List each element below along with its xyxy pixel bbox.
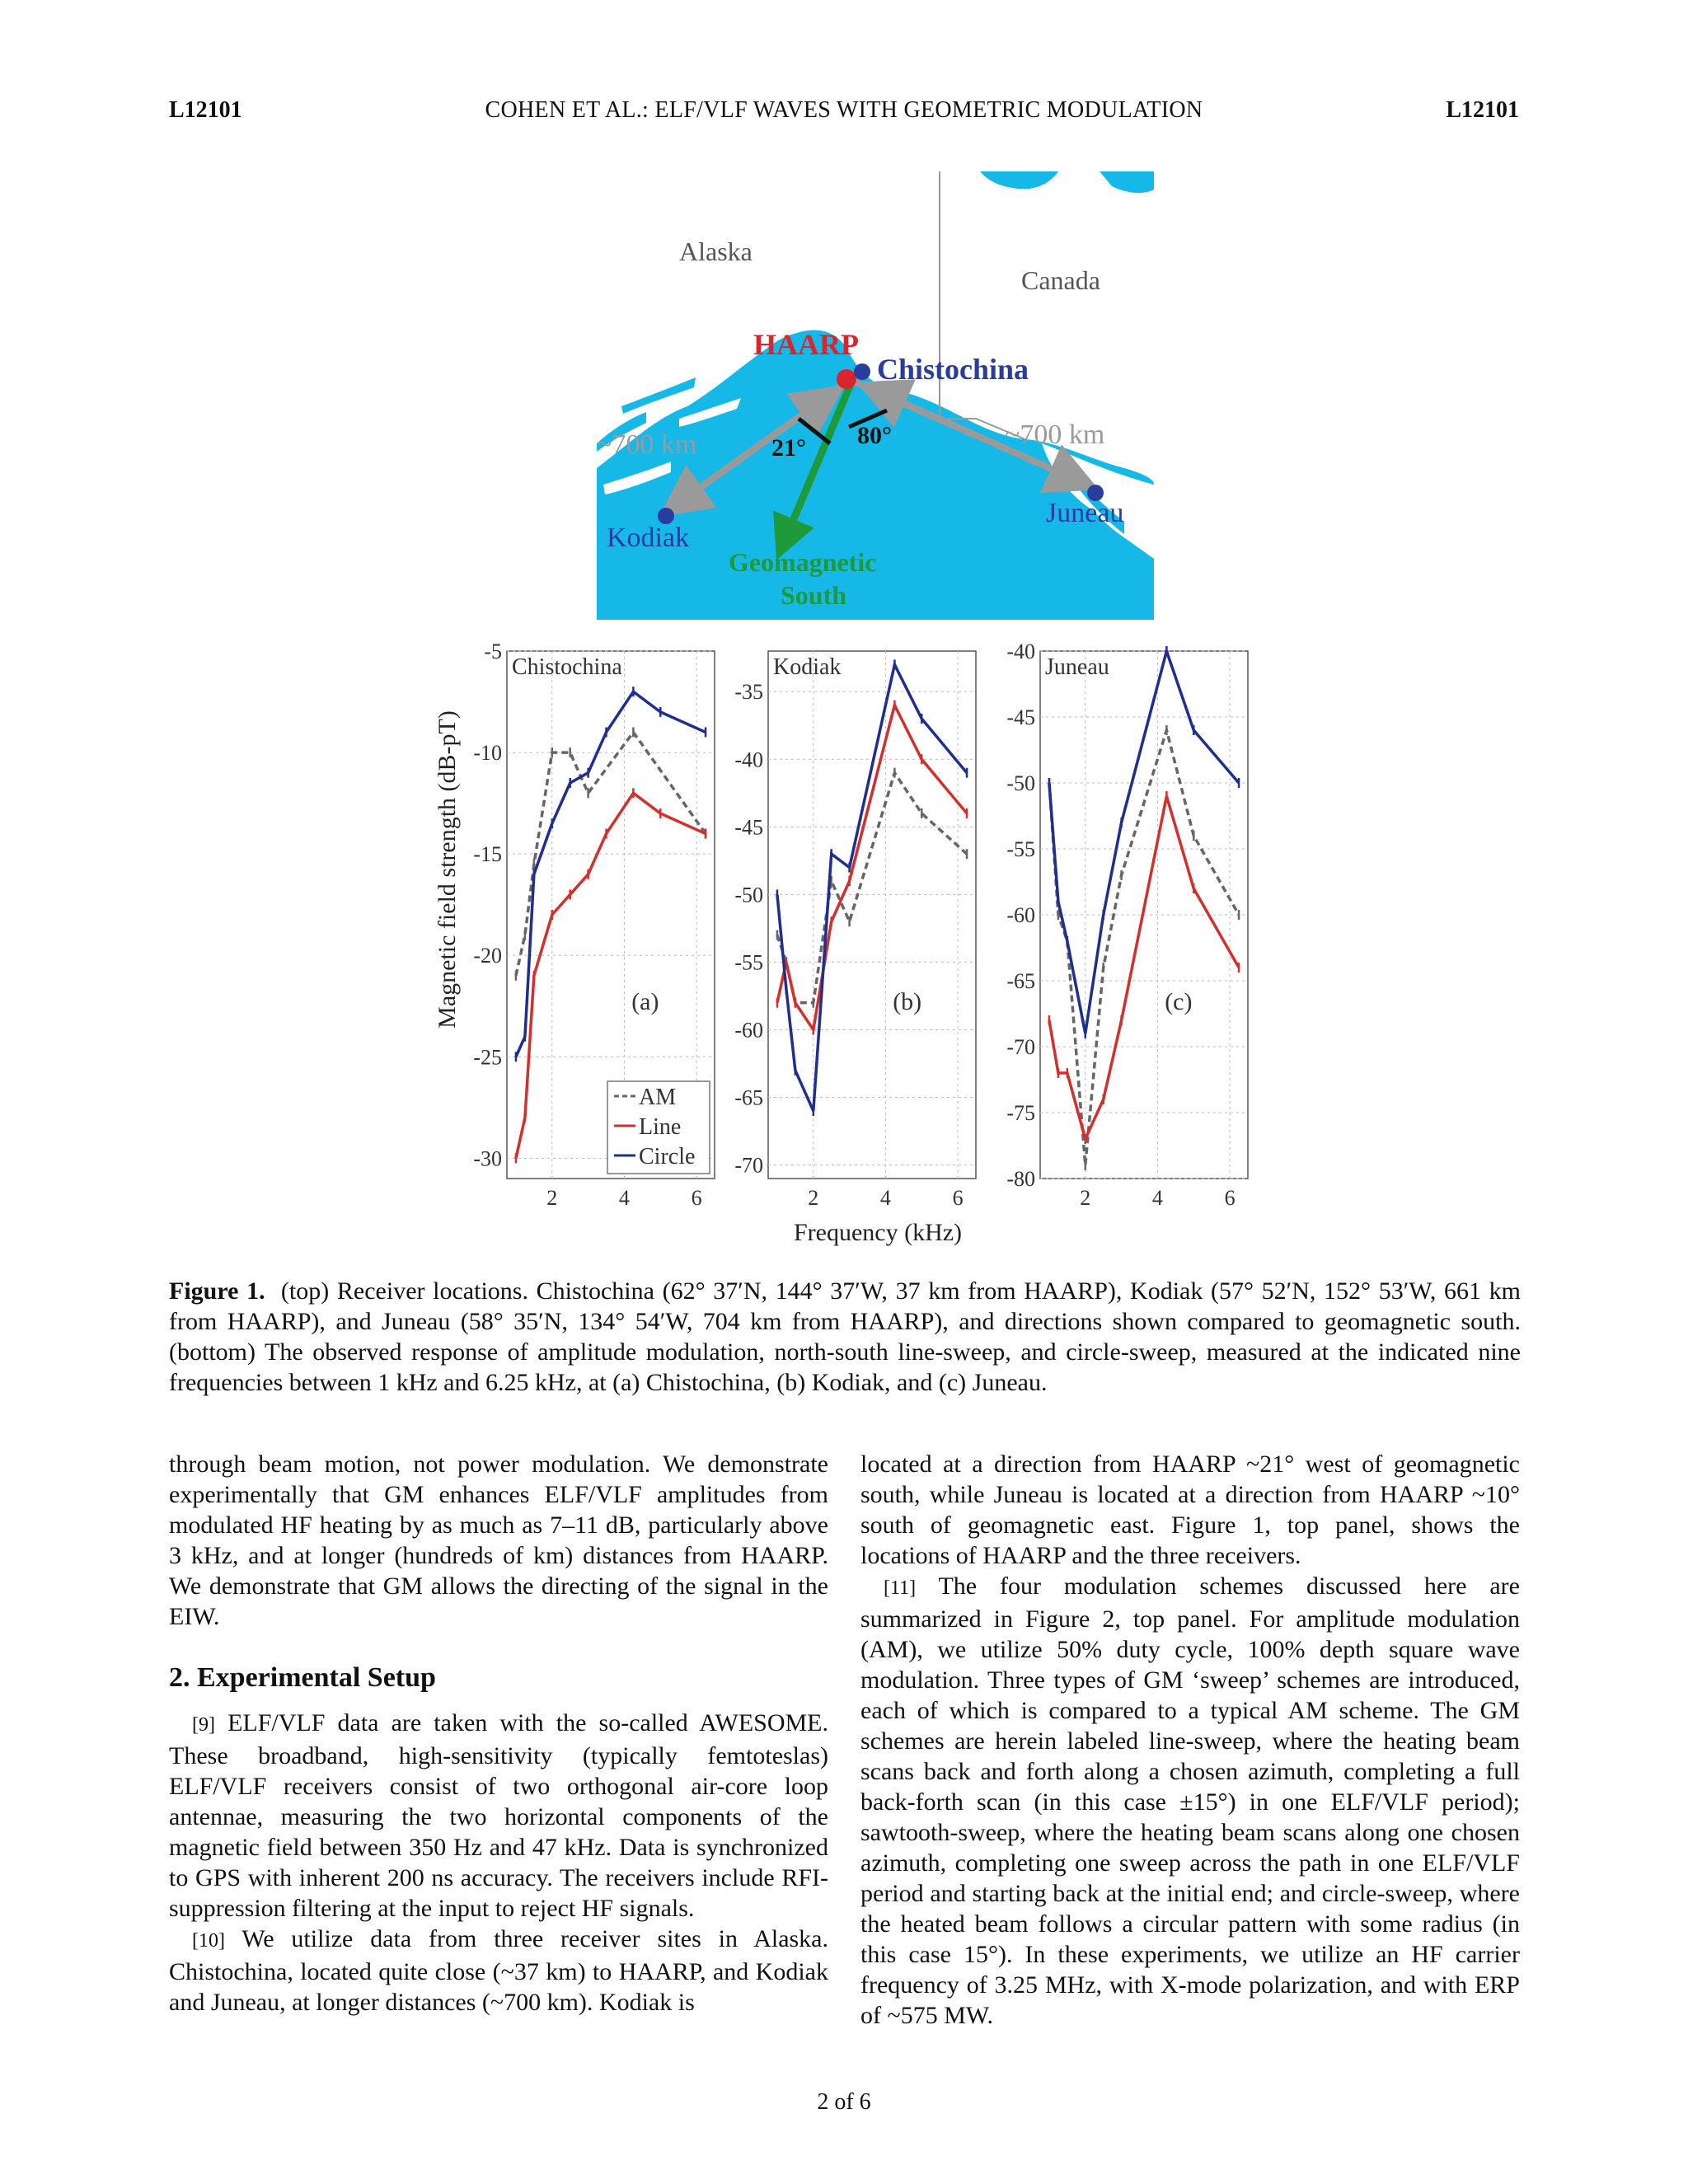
kodiak-label: Kodiak (607, 523, 690, 553)
y-tick-label: -75 (1006, 1101, 1035, 1125)
x-tick-label: 2 (1080, 1186, 1091, 1210)
y-tick-label: -40 (1006, 640, 1035, 663)
chart-panel-1 (473, 640, 715, 1210)
y-tick-label: -70 (734, 1153, 763, 1178)
legend-label: AM (639, 1085, 677, 1110)
x-tick-label: 6 (691, 1186, 702, 1210)
paragraph-9 (169, 1708, 828, 1924)
figure-caption (169, 1276, 1521, 1398)
kodiak-distance-label: ~700 km (597, 429, 697, 460)
y-tick-label: -55 (734, 950, 763, 975)
legend-label: Line (639, 1114, 682, 1140)
paragraph: through beam motion, not power modulation. We demonstrate experimentally that GM enhances ELF/VLF amplitudes from modulated HF heating by as much as 7–11 dB, particularly above 3 kHz, and at longer (hundreds of km) distances from HAARP. We demonstrate that GM allows the directing of the signal in the EIW. (169, 1451, 828, 1630)
paragraph-text: The four modulation schemes discussed here are summarized in Figure 2, top panel. For amplitude modulation (AM), we utilize 50% duty cycle, 100% depth square wave modulation. Three types of GM ‘sweep’ schemes are introduced, each of which is compared to a typical AM scheme. The GM schemes are herein labeled line-sweep, where the heating beam scans back and forth along a chosen azimuth, completing a full back-forth scan (in this case ±15°) in one ELF/VLF period); sawtooth-sweep, where the heating beam scans along one chosen azimuth, completing one sweep across the path in one ELF/VLF period and starting back at the initial end; and circle-sweep, where the heated beam follows a circular pattern with some radius (in this case 15°). In these experiments, we utilize an HF carrier frequency of 3.25 MHz, with X-mode polarization, and with ERP of ~575 MW. (860, 1572, 1520, 2029)
y-tick-label: -55 (1006, 837, 1035, 861)
paragraph-text: We utilize data from three receiver sites in Alaska. Chistochina, located quite close (~37 km) to HAARP, and Kodiak and Juneau, at longer distances (~700 km). Kodiak is (169, 1925, 828, 2016)
paragraph-number: [10] (192, 1930, 225, 1952)
kodiak-marker (658, 508, 674, 524)
y-tick-label: -15 (473, 842, 502, 867)
angle-label-21: 21° (771, 434, 806, 462)
y-tick-label: -70 (1006, 1035, 1035, 1059)
juneau-distance-label: ~700 km (1005, 419, 1105, 450)
y-tick-label: -25 (473, 1045, 502, 1070)
haarp-marker (837, 369, 856, 389)
y-tick-label: -50 (734, 883, 763, 907)
y-tick-label: -60 (734, 1018, 763, 1043)
figure-1-charts (412, 635, 1278, 1253)
y-tick-label: -35 (734, 680, 763, 705)
y-tick-label: -45 (1006, 705, 1035, 729)
juneau-label: Juneau (1046, 498, 1124, 528)
chistochina-label: Chistochina (877, 353, 1029, 386)
region-label-canada: Canada (1021, 265, 1100, 295)
y-tick-label: -80 (1006, 1167, 1035, 1191)
paragraph-number: [9] (192, 1714, 215, 1736)
running-header-left: L12101 (169, 97, 242, 123)
chart-panel-2 (734, 651, 976, 1210)
y-tick-label: -65 (1006, 969, 1035, 993)
y-tick-label: -40 (734, 748, 763, 772)
panel-label: (a) (631, 988, 659, 1016)
y-tick-label: -60 (1006, 903, 1035, 927)
paragraph-number: [11] (884, 1577, 917, 1599)
geomagnetic-label-1: Geomagnetic (729, 547, 877, 577)
paragraph-10 (169, 1924, 828, 2018)
plot-frame (768, 651, 976, 1179)
legend-label: Circle (639, 1144, 696, 1169)
x-tick-label: 2 (546, 1186, 558, 1210)
section-heading: 2. Experimental Setup (169, 1662, 436, 1693)
caption-text: (top) Receiver locations. Chistochina (62° 37′N, 144° 37′W, 37 km from HAARP), Kodiak (57° 52′N, 152° 53′W, 661 km from HAARP), and Juneau (58° 35′N, 134° 54′W, 704 km from HAARP), and directions shown compared to geomagnetic south. (bottom) The observed response of amplitude modulation, north-south line-sweep, and circle-sweep, measured at the indicated nine frequencies between 1 kHz and 6.25 kHz, at (a) Chistochina, (b) Kodiak, and (c) Juneau. (169, 1277, 1521, 1396)
page-number: 2 of 6 (817, 2089, 871, 2115)
paragraph-11 (860, 1571, 1520, 2031)
y-tick-label: -50 (1006, 771, 1035, 795)
y-tick-label: -20 (473, 944, 502, 968)
y-tick-label: -45 (734, 815, 763, 840)
x-tick-label: 4 (879, 1186, 891, 1210)
caption-label: Figure 1. (169, 1277, 265, 1305)
angle-label-80: 80° (857, 422, 892, 449)
panel-title: Juneau (1045, 654, 1109, 680)
panel-label: (c) (1165, 988, 1193, 1016)
y-tick-label: -30 (473, 1146, 502, 1171)
panel-label: (b) (893, 988, 922, 1016)
geomagnetic-label-2: South (781, 580, 847, 610)
y-tick-label: -5 (484, 640, 502, 663)
left-column (169, 1449, 828, 2018)
y-tick-label: -10 (473, 741, 502, 766)
x-axis-label: Frequency (kHz) (793, 1219, 963, 1246)
haarp-label: HAARP (753, 328, 859, 361)
panel-title: Kodiak (773, 654, 842, 680)
x-tick-label: 4 (618, 1186, 630, 1210)
x-tick-label: 6 (952, 1186, 964, 1210)
chistochina-marker (854, 363, 870, 380)
paragraph: located at a direction from HAARP ~21° west of geomagnetic south, while Juneau is located at a direction from HAARP ~10° south of geomagnetic east. Figure 1, top panel, shows the locations of HAARP and the three receivers. (860, 1451, 1520, 1569)
chart-panel-3 (1006, 640, 1248, 1210)
running-header-right: L12101 (1446, 97, 1519, 123)
x-tick-label: 6 (1224, 1186, 1236, 1210)
receiver-location-map (597, 171, 1154, 620)
panel-title: Chistochina (512, 654, 622, 680)
right-column (860, 1449, 1520, 2031)
running-header-title: COHEN ET AL.: ELF/VLF WAVES WITH GEOMETRIC MODULATION (485, 97, 1203, 123)
region-label-alaska: Alaska (679, 237, 753, 266)
paragraph-text: ELF/VLF data are taken with the so-called AWESOME. These broadband, high-sensitivity (typically femtoteslas) ELF/VLF receivers consist of two orthogonal air-core loop antennae, measuring the two horizontal components of the magnetic field between 350 Hz and 47 kHz. Data is synchronized to GPS with inherent 200 ns accuracy. The receivers include RFI-suppression filtering at the input to reject HF signals. (169, 1709, 828, 1922)
x-tick-label: 2 (808, 1186, 819, 1210)
y-tick-label: -65 (734, 1085, 763, 1110)
y-axis-label: Magnetic field strength (dB-pT) (434, 710, 461, 1029)
x-tick-label: 4 (1151, 1186, 1163, 1210)
